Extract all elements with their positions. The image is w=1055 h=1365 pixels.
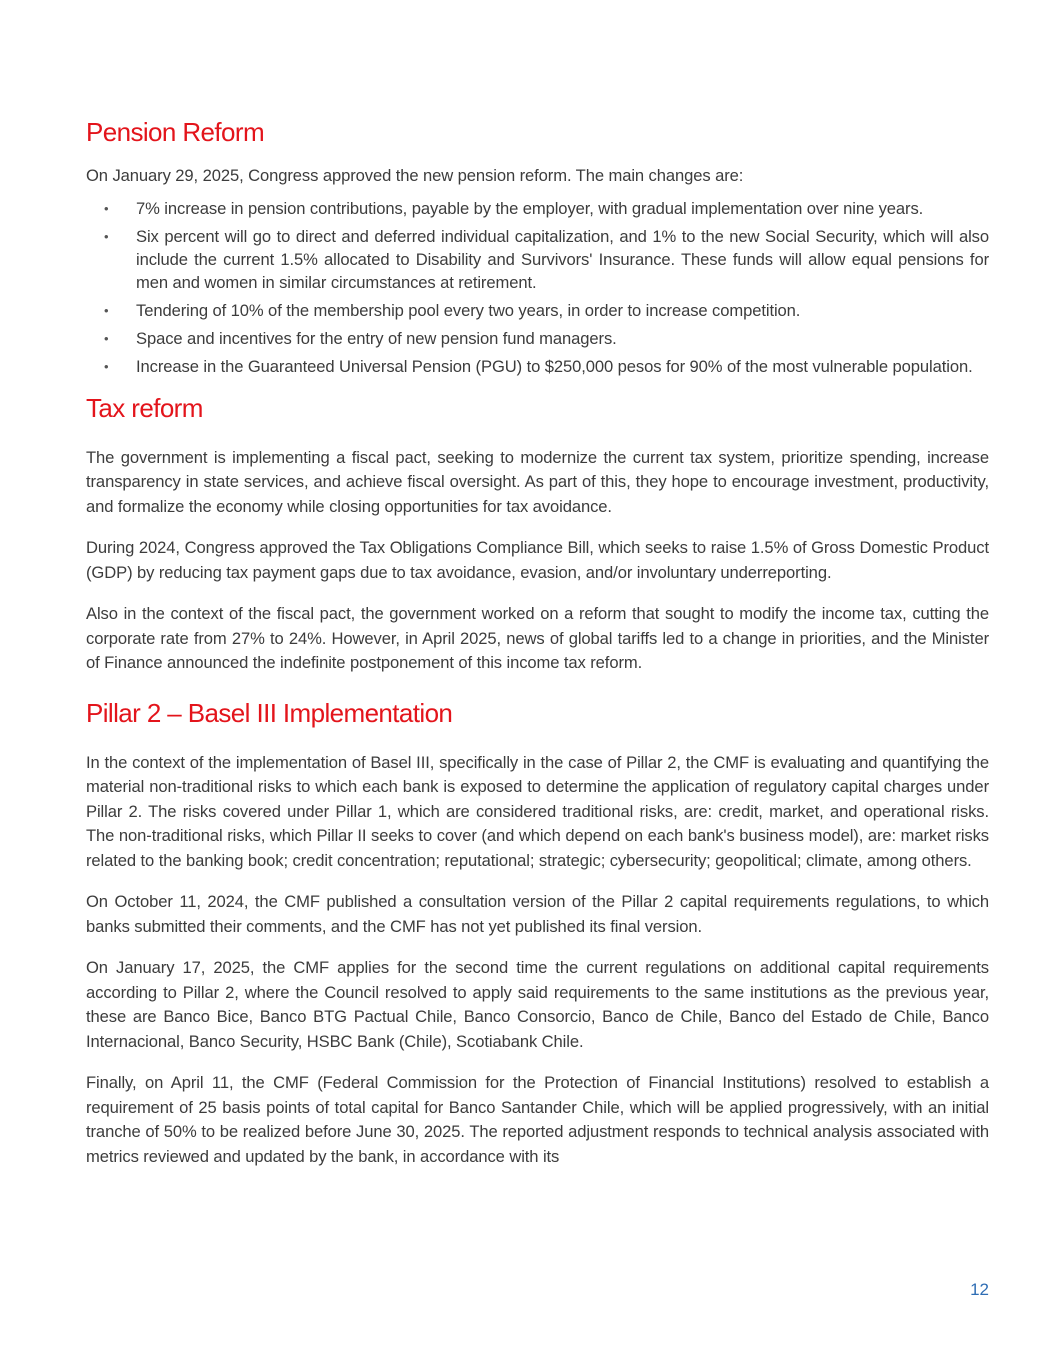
list-item-text: Six percent will go to direct and deferred individual capitalization, and 1% to the new Social Security, which will also include the current 1.5% allocated to Disability and Survivors' Insurance. These funds will allow equal pensions for men and women in similar circumstances at retirement.	[136, 226, 989, 292]
paragraph: Finally, on April 11, the CMF (Federal Commission for the Protection of Financial Institutions) resolved to establish a requirement of 25 basis points of total capital for Banco Santander Chile, which will be applied progressively, with an initial tranche of 50% to be realized before June 30, 2025. The reported adjustment responds to technical analysis associated with metrics reviewed and updated by the bank, in accordance with its	[86, 1073, 989, 1166]
section-heading: Pension Reform	[86, 117, 265, 147]
list-item-text: Tendering of 10% of the membership pool every two years, in order to increase competition.	[136, 300, 801, 320]
paragraph: The government is implementing a fiscal pact, seeking to modernize the current tax system, prioritize spending, increase transparency in state services, and achieve fiscal oversight. As part of this, they hope to encourage investment, productivity, and formalize the economy while closing opportunities for tax avoidance.	[86, 447, 989, 516]
section-pension-reform	[86, 112, 989, 378]
paragraph: In the context of the implementation of Basel III, specifically in the case of Pillar 2, the CMF is evaluating and quantifying the material non-traditional risks to which each bank is exposed to determine the application of regulatory capital charges under Pillar 2. The risks covered under Pillar 1, which are considered traditional risks, are: credit, market, and operational risks. The non-traditional risks, which Pillar II seeks to cover (and which depend on each bank's business model), are: market risks related to the banking book; credit concentration; reputational; strategic; cybersecurity; geopolitical; climate, among others.	[86, 752, 989, 870]
section-tax-reform	[86, 388, 989, 676]
paragraph: On October 11, 2024, the CMF published a consultation version of the Pillar 2 capital requirements regulations, to which banks submitted their comments, and the CMF has not yet published its final version.	[86, 892, 989, 936]
paragraph: Also in the context of the fiscal pact, the government worked on a reform that sought to modify the income tax, cutting the corporate rate from 27% to 24%. However, in April 2025, news of global tariffs led to a change in priorities, and the Minister of Finance announced the indefinite postponement of this income tax reform.	[86, 604, 989, 672]
paragraph: On January 29, 2025, Congress approved the new pension reform. The main changes are:	[86, 166, 744, 185]
section-heading: Tax reform	[86, 392, 203, 423]
bullet-icon: •	[104, 228, 109, 244]
list-item	[86, 327, 989, 350]
bullet-icon: •	[104, 358, 109, 374]
list-item	[86, 355, 989, 378]
section-pillar-2-basel-iii	[86, 693, 989, 1170]
paragraph: On January 17, 2025, the CMF applies for the second time the current regulations on additional capital requirements according to Pillar 2, where the Council resolved to apply said requirements to the same institutions as the previous year, these are Banco Bice, Banco BTG Pactual Chile, Banco Consorcio, Banco de Chile, Banco del Estado de Chile, Banco Internacional, Banco Security, HSBC Bank (Chile), Scotiabank Chile.	[86, 958, 989, 1051]
list-item	[86, 299, 989, 322]
bullet-list	[86, 197, 989, 378]
document-page	[86, 112, 989, 1186]
list-item-text: 7% increase in pension contributions, payable by the employer, with gradual implementation over nine years.	[136, 198, 924, 218]
bullet-icon: •	[104, 302, 109, 318]
page-number: 12	[970, 1280, 989, 1299]
list-item	[86, 225, 989, 294]
list-item-text: Space and incentives for the entry of new pension fund managers.	[136, 328, 617, 348]
bullet-icon: •	[104, 330, 109, 346]
section-heading: Pillar 2 – Basel III Implementation	[86, 697, 453, 728]
bullet-icon: •	[104, 200, 109, 216]
paragraph: During 2024, Congress approved the Tax Obligations Compliance Bill, which seeks to raise 1.5% of Gross Domestic Product (GDP) by reducing tax payment gaps due to tax avoidance, evasion, and/or involuntary underreporting.	[86, 538, 989, 582]
list-item-text: Increase in the Guaranteed Universal Pension (PGU) to $250,000 pesos for 90% of the most vulnerable population.	[136, 356, 973, 376]
list-item	[86, 197, 989, 220]
